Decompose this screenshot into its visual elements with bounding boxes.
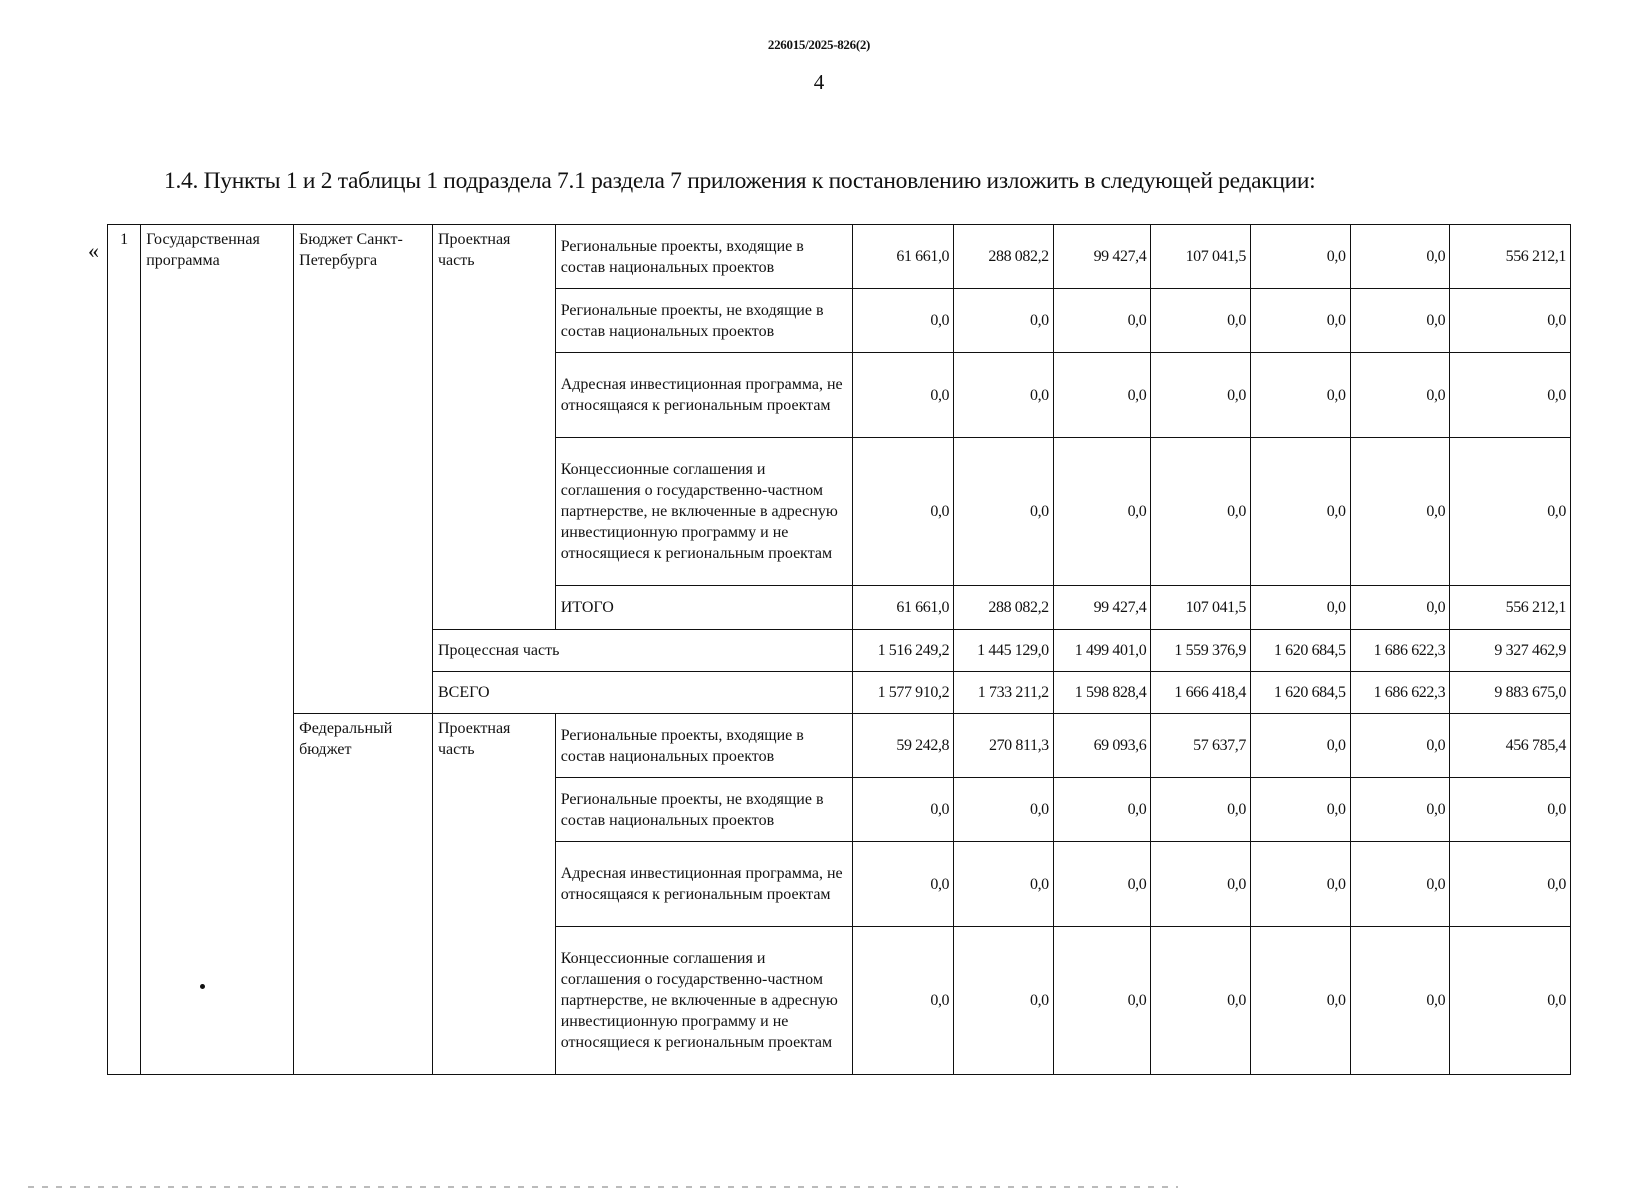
fed-row-2-value-6: 0,0 — [1350, 778, 1450, 842]
expense-category-label: Адресная инвестиционная программа, не относящаяся к региональным проектам — [555, 353, 852, 438]
spb-row-4-value-3: 0,0 — [1053, 438, 1151, 586]
process-value-2: 1 445 129,0 — [954, 630, 1054, 672]
spb-row-4-value-1: 0,0 — [852, 438, 954, 586]
budget-table — [107, 224, 1571, 1075]
fed-row-1-value-4: 57 637,7 — [1151, 714, 1251, 778]
total-value-3: 1 598 828,4 — [1053, 672, 1151, 714]
spb-row-3-value-3: 0,0 — [1053, 353, 1151, 438]
itogo-value-3: 99 427,4 — [1053, 586, 1151, 630]
process-value-4: 1 559 376,9 — [1151, 630, 1251, 672]
total-value-1: 1 577 910,2 — [852, 672, 954, 714]
process-value-7: 9 327 462,9 — [1450, 630, 1571, 672]
process-value-5: 1 620 684,5 — [1250, 630, 1350, 672]
fed-row-2-value-7: 0,0 — [1450, 778, 1571, 842]
spb-row-2-value-1: 0,0 — [852, 289, 954, 353]
row-index: 1 — [108, 225, 141, 1075]
spb-row-3-value-4: 0,0 — [1151, 353, 1251, 438]
table-row — [108, 714, 1571, 778]
fed-row-4-value-5: 0,0 — [1250, 927, 1350, 1075]
fed-row-4-value-6: 0,0 — [1350, 927, 1450, 1075]
spb-row-2-value-2: 0,0 — [954, 289, 1054, 353]
spb-row-2-value-5: 0,0 — [1250, 289, 1350, 353]
spb-row-1-value-4: 107 041,5 — [1151, 225, 1251, 289]
spb-row-1-value-6: 0,0 — [1350, 225, 1450, 289]
spb-row-4-value-4: 0,0 — [1151, 438, 1251, 586]
itogo-value-6: 0,0 — [1350, 586, 1450, 630]
spb-row-4-value-6: 0,0 — [1350, 438, 1450, 586]
process-value-3: 1 499 401,0 — [1053, 630, 1151, 672]
spb-row-1-value-1: 61 661,0 — [852, 225, 954, 289]
fed-row-1-value-2: 270 811,3 — [954, 714, 1054, 778]
fed-row-2-value-1: 0,0 — [852, 778, 954, 842]
itogo-value-1: 61 661,0 — [852, 586, 954, 630]
expense-category-label: Региональные проекты, входящие в состав национальных проектов — [555, 714, 852, 778]
expense-category-label: Концессионные соглашения и соглашения о государственно-частном партнерстве, не включенные в адресную инвестиционную программу и не относящиеся к региональным проектам — [555, 438, 852, 586]
itogo-value-7: 556 212,1 — [1450, 586, 1571, 630]
expense-category-label: Региональные проекты, входящие в состав национальных проектов — [555, 225, 852, 289]
total-value-6: 1 686 622,3 — [1350, 672, 1450, 714]
spb-row-1-value-7: 556 212,1 — [1450, 225, 1571, 289]
fed-row-2-value-4: 0,0 — [1151, 778, 1251, 842]
spb-row-3-value-1: 0,0 — [852, 353, 954, 438]
spb-row-1-value-3: 99 427,4 — [1053, 225, 1151, 289]
expense-category-label: Концессионные соглашения и соглашения о государственно-частном партнерстве, не включенные в адресную инвестиционную программу и не относящиеся к региональным проектам — [555, 927, 852, 1075]
spb-row-3-value-2: 0,0 — [954, 353, 1054, 438]
fed-row-4-value-2: 0,0 — [954, 927, 1054, 1075]
fed-row-4-value-3: 0,0 — [1053, 927, 1151, 1075]
fed-row-3-value-6: 0,0 — [1350, 842, 1450, 927]
process-value-6: 1 686 622,3 — [1350, 630, 1450, 672]
fed-row-3-value-3: 0,0 — [1053, 842, 1151, 927]
source-federal-budget: Федеральный бюджет — [294, 714, 433, 1075]
spb-row-2-value-4: 0,0 — [1151, 289, 1251, 353]
spb-row-3-value-5: 0,0 — [1250, 353, 1350, 438]
source-spb-budget: Бюджет Санкт-Петербурга — [294, 225, 433, 714]
fed-row-1-value-3: 69 093,6 — [1053, 714, 1151, 778]
fed-row-3-value-1: 0,0 — [852, 842, 954, 927]
process-part-label: Процессная часть — [432, 630, 852, 672]
fed-row-2-value-3: 0,0 — [1053, 778, 1151, 842]
expense-category-label: Региональные проекты, не входящие в состав национальных проектов — [555, 778, 852, 842]
itogo-value-5: 0,0 — [1250, 586, 1350, 630]
total-value-4: 1 666 418,4 — [1151, 672, 1251, 714]
spb-row-4-value-7: 0,0 — [1450, 438, 1571, 586]
fed-row-1-value-5: 0,0 — [1250, 714, 1350, 778]
spb-row-2-value-3: 0,0 — [1053, 289, 1151, 353]
fed-row-3-value-5: 0,0 — [1250, 842, 1350, 927]
process-value-1: 1 516 249,2 — [852, 630, 954, 672]
fed-row-4-value-1: 0,0 — [852, 927, 954, 1075]
scan-footer-noise — [28, 1186, 1178, 1188]
spb-row-1-value-5: 0,0 — [1250, 225, 1350, 289]
total-label: ВСЕГО — [432, 672, 852, 714]
table-row — [108, 225, 1571, 289]
fed-row-1-value-6: 0,0 — [1350, 714, 1450, 778]
spb-row-3-value-6: 0,0 — [1350, 353, 1450, 438]
scan-dot — [200, 984, 205, 989]
spb-row-4-value-2: 0,0 — [954, 438, 1054, 586]
fed-project-part-label: Проектная часть — [432, 714, 555, 1075]
page-number: 4 — [813, 70, 825, 94]
fed-row-2-value-5: 0,0 — [1250, 778, 1350, 842]
spb-row-1-value-2: 288 082,2 — [954, 225, 1054, 289]
fed-row-2-value-2: 0,0 — [954, 778, 1054, 842]
spb-row-2-value-6: 0,0 — [1350, 289, 1450, 353]
fed-row-4-value-4: 0,0 — [1151, 927, 1251, 1075]
fed-row-3-value-2: 0,0 — [954, 842, 1054, 927]
spb-row-4-value-5: 0,0 — [1250, 438, 1350, 586]
document-code: 226015/2025-826(2) — [767, 37, 871, 52]
project-part-label: Проектная часть — [432, 225, 555, 630]
itogo-value-4: 107 041,5 — [1151, 586, 1251, 630]
fed-row-4-value-7: 0,0 — [1450, 927, 1571, 1075]
fed-row-3-value-7: 0,0 — [1450, 842, 1571, 927]
opening-quote: « — [88, 238, 99, 263]
fed-row-1-value-7: 456 785,4 — [1450, 714, 1571, 778]
itogo-label: ИТОГО — [555, 586, 852, 630]
expense-category-label: Адресная инвестиционная программа, не относящаяся к региональным проектам — [555, 842, 852, 927]
spb-row-2-value-7: 0,0 — [1450, 289, 1571, 353]
fed-row-1-value-1: 59 242,8 — [852, 714, 954, 778]
total-value-7: 9 883 675,0 — [1450, 672, 1571, 714]
instruction-text: 1.4. Пункты 1 и 2 таблицы 1 подраздела 7.1 раздела 7 приложения к постановлению изложить в следующей редакции: — [164, 168, 1316, 194]
total-value-5: 1 620 684,5 — [1250, 672, 1350, 714]
total-value-2: 1 733 211,2 — [954, 672, 1054, 714]
expense-category-label: Региональные проекты, не входящие в состав национальных проектов — [555, 289, 852, 353]
fed-row-3-value-4: 0,0 — [1151, 842, 1251, 927]
itogo-value-2: 288 082,2 — [954, 586, 1054, 630]
program-name: Государственная программа — [141, 225, 294, 1075]
spb-row-3-value-7: 0,0 — [1450, 353, 1571, 438]
